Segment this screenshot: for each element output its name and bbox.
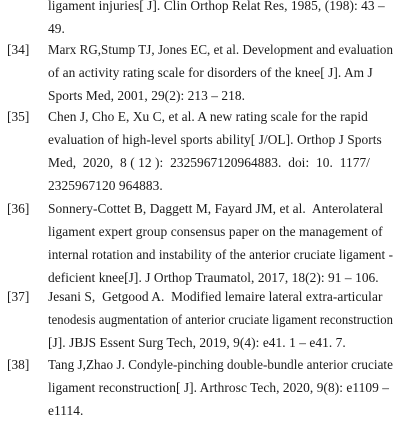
reference-text-line: deficient knee[J]. J Orthop Traumatol, 2017, 18(2): 91 – 106. bbox=[48, 270, 379, 285]
reference-text-line: of an activity rating scale for disorders of the knee[ J]. Am J bbox=[48, 65, 373, 80]
reference-text-line: Chen J, Cho E, Xu C, et al. A new rating scale for the rapid bbox=[48, 109, 368, 124]
reference-text-line: internal rotation and instability of the anterior cruciate ligament - bbox=[48, 247, 393, 262]
reference-text-line: evaluation of high-level sports ability[ J/OL]. Orthop J Sports bbox=[48, 132, 382, 147]
reference-number: [34] bbox=[7, 42, 30, 57]
reference-number: [38] bbox=[7, 357, 30, 372]
reference-text-line: Jesani S, Getgood A. Modified lemaire lateral extra-articular bbox=[48, 289, 383, 304]
reference-text-line: Med, 2020, 8 ( 12 ): 2325967120964883. doi: 10. 1177/ bbox=[48, 155, 370, 170]
reference-text-line: 2325967120 964883. bbox=[48, 178, 163, 193]
reference-text-line: Sonnery-Cottet B, Daggett M, Fayard JM, et al. Anterolateral bbox=[48, 201, 384, 216]
reference-text-line: ligament expert group consensus paper on the management of bbox=[48, 224, 383, 239]
reference-number: [35] bbox=[7, 109, 30, 124]
reference-text-line: Marx RG,Stump TJ, Jones EC, et al. Development and evaluation bbox=[48, 42, 394, 57]
reference-number: [36] bbox=[7, 201, 30, 216]
reference-text-line: e1114. bbox=[48, 403, 84, 418]
reference-text-line: Tang J,Zhao J. Condyle-pinching double-bundle anterior cruciate bbox=[48, 357, 393, 372]
reference-text-line: [J]. JBJS Essent Surg Tech, 2019, 9(4): e41. 1 – e41. 7. bbox=[48, 335, 346, 350]
reference-number: [37] bbox=[7, 289, 30, 304]
reference-text-line: Sports Med, 2001, 29(2): 213 – 218. bbox=[48, 88, 246, 103]
reference-text-line: ligament injuries[ J]. Clin Orthop Relat Res, 1985, (198): 43 – bbox=[48, 0, 385, 13]
reference-text-line: ligament reconstruction[ J]. Arthrosc Tech, 2020, 9(8): e1109 – bbox=[48, 380, 389, 395]
reference-text-line: 49. bbox=[48, 21, 65, 36]
reference-text-line: tenodesis augmentation of anterior cruciate ligament reconstruction bbox=[48, 312, 393, 327]
